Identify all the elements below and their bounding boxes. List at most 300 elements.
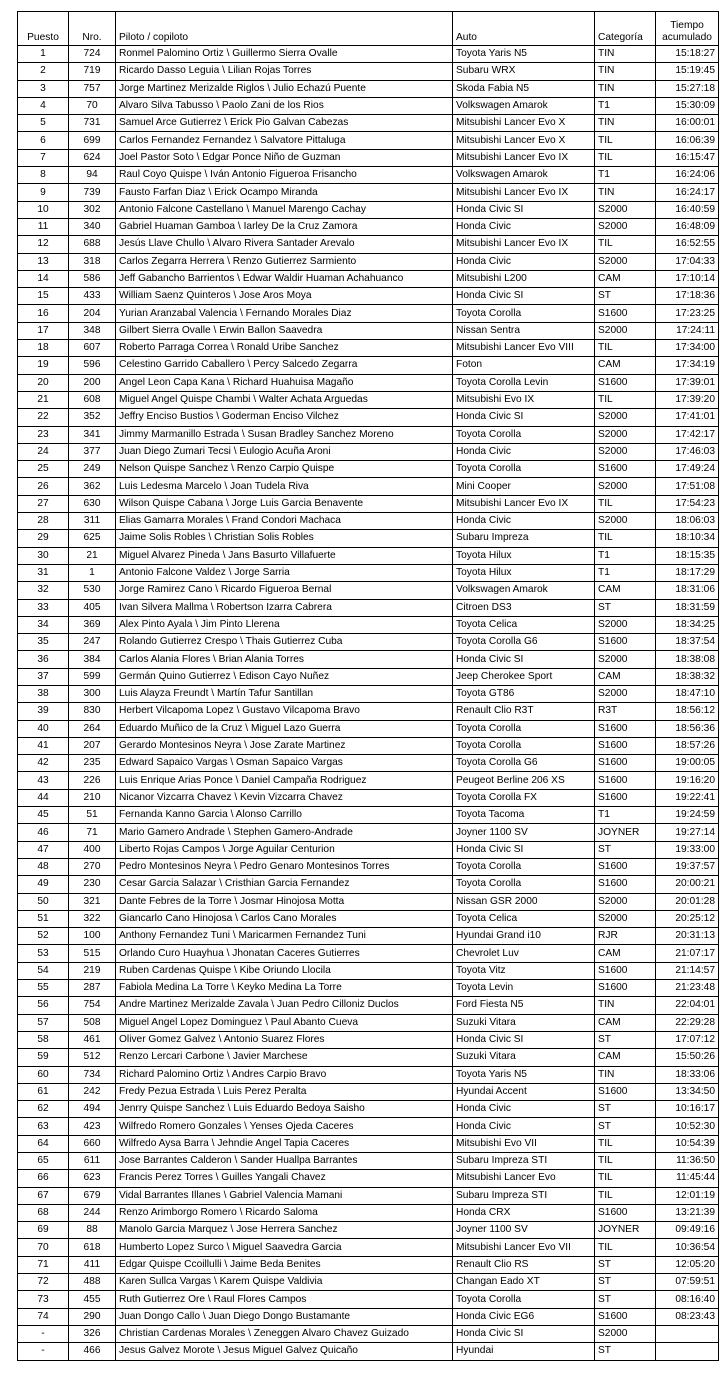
cell-auto: Subaru WRX (453, 63, 595, 80)
cell-puesto: 53 (18, 945, 69, 962)
cell-auto: Mitsubishi Lancer Evo X (453, 115, 595, 132)
cell-piloto-copiloto: Miguel Angel Quispe Chambi \ Walter Achata Arguedas (116, 391, 453, 408)
cell-nro: 249 (69, 461, 116, 478)
cell-nro: 494 (69, 1101, 116, 1118)
table-row (18, 167, 719, 184)
cell-nro: 226 (69, 772, 116, 789)
cell-categoria: S2000 (595, 478, 656, 495)
cell-auto: Suzuki Vitara (453, 1049, 595, 1066)
table-row (18, 1031, 719, 1048)
cell-puesto: 74 (18, 1308, 69, 1325)
cell-puesto: 37 (18, 668, 69, 685)
cell-nro: 699 (69, 132, 116, 149)
table-row (18, 426, 719, 443)
cell-auto: Honda Civic SI (453, 841, 595, 858)
cell-categoria: TIL (595, 340, 656, 357)
cell-nro: 688 (69, 236, 116, 253)
cell-auto: Toyota Corolla FX (453, 789, 595, 806)
cell-categoria: S1600 (595, 305, 656, 322)
cell-piloto-copiloto: Jenrry Quispe Sanchez \ Luis Eduardo Bedoya Saisho (116, 1101, 453, 1118)
cell-tiempo: 18:37:54 (656, 634, 719, 651)
cell-auto: Honda Civic (453, 218, 595, 235)
cell-categoria: TIL (595, 530, 656, 547)
cell-tiempo (656, 1343, 719, 1360)
cell-auto: Mitsubishi Lancer Evo (453, 1170, 595, 1187)
cell-auto: Honda Civic (453, 443, 595, 460)
cell-categoria: JOYNER (595, 1222, 656, 1239)
table-row (18, 253, 719, 270)
cell-tiempo: 20:31:13 (656, 928, 719, 945)
cell-nro: 508 (69, 1014, 116, 1031)
cell-categoria: CAM (595, 945, 656, 962)
cell-categoria: S1600 (595, 962, 656, 979)
cell-categoria: S2000 (595, 253, 656, 270)
table-row (18, 1239, 719, 1256)
table-row (18, 547, 719, 564)
cell-nro: 235 (69, 755, 116, 772)
cell-auto: Renault Clio RS (453, 1256, 595, 1273)
cell-nro: 21 (69, 547, 116, 564)
cell-puesto: 36 (18, 651, 69, 668)
table-row (18, 530, 719, 547)
cell-puesto: 48 (18, 858, 69, 875)
cell-auto: Toyota Vitz (453, 962, 595, 979)
cell-categoria: S2000 (595, 616, 656, 633)
cell-piloto-copiloto: Jimmy Marmanillo Estrada \ Susan Bradley Sanchez Moreno (116, 426, 453, 443)
cell-piloto-copiloto: William Saenz Quinteros \ Jose Aros Moya (116, 288, 453, 305)
cell-categoria: R3T (595, 703, 656, 720)
cell-tiempo: 15:18:27 (656, 46, 719, 63)
cell-categoria: S1600 (595, 720, 656, 737)
cell-nro: 318 (69, 253, 116, 270)
cell-tiempo: 18:38:08 (656, 651, 719, 668)
cell-auto: Mitsubishi L200 (453, 270, 595, 287)
cell-piloto-copiloto: Gerardo Montesinos Neyra \ Jose Zarate Martinez (116, 737, 453, 754)
cell-auto: Mitsubishi Lancer Evo VIII (453, 340, 595, 357)
table-row (18, 132, 719, 149)
cell-tiempo: 17:10:14 (656, 270, 719, 287)
cell-puesto: 51 (18, 910, 69, 927)
cell-nro: 321 (69, 893, 116, 910)
table-row (18, 599, 719, 616)
cell-piloto-copiloto: Raul Coyo Quispe \ Iván Antonio Figueroa Frisancho (116, 167, 453, 184)
cell-piloto-copiloto: Jesus Galvez Morote \ Jesus Miguel Galvez Quicaño (116, 1343, 453, 1360)
cell-categoria: S1600 (595, 789, 656, 806)
table-body (18, 46, 719, 1361)
cell-nro: 100 (69, 928, 116, 945)
cell-puesto: 41 (18, 737, 69, 754)
cell-categoria: S1600 (595, 1083, 656, 1100)
cell-puesto: 59 (18, 1049, 69, 1066)
cell-piloto-copiloto: Ivan Silvera Mallma \ Robertson Izarra Cabrera (116, 599, 453, 616)
cell-tiempo: 17:34:00 (656, 340, 719, 357)
table-row (18, 980, 719, 997)
cell-categoria: CAM (595, 357, 656, 374)
cell-tiempo: 17:18:36 (656, 288, 719, 305)
cell-categoria: CAM (595, 1049, 656, 1066)
table-row (18, 1170, 719, 1187)
cell-auto: Subaru Impreza STI (453, 1187, 595, 1204)
cell-tiempo: 15:30:09 (656, 97, 719, 114)
cell-auto: Toyota GT86 (453, 685, 595, 702)
cell-piloto-copiloto: Giancarlo Cano Hinojosa \ Carlos Cano Morales (116, 910, 453, 927)
cell-auto: Honda CRX (453, 1204, 595, 1221)
cell-tiempo: 17:39:01 (656, 374, 719, 391)
cell-tiempo: 18:15:35 (656, 547, 719, 564)
cell-nro: 660 (69, 1135, 116, 1152)
cell-piloto-copiloto: Roberto Parraga Correa \ Ronald Uribe Sanchez (116, 340, 453, 357)
table-row (18, 824, 719, 841)
cell-puesto: 54 (18, 962, 69, 979)
cell-piloto-copiloto: Ruben Cardenas Quispe \ Kibe Oriundo Llocila (116, 962, 453, 979)
cell-tiempo: 18:17:29 (656, 564, 719, 581)
table-row (18, 1291, 719, 1308)
cell-auto: Toyota Corolla (453, 737, 595, 754)
table-row (18, 46, 719, 63)
cell-nro: 264 (69, 720, 116, 737)
cell-categoria: TIN (595, 80, 656, 97)
cell-nro: 754 (69, 997, 116, 1014)
cell-nro: 230 (69, 876, 116, 893)
cell-tiempo: 16:15:47 (656, 149, 719, 166)
cell-nro: 586 (69, 270, 116, 287)
table-row (18, 1049, 719, 1066)
cell-tiempo: 17:34:19 (656, 357, 719, 374)
cell-nro: 618 (69, 1239, 116, 1256)
cell-nro: 608 (69, 391, 116, 408)
table-row (18, 288, 719, 305)
cell-auto: Honda Civic (453, 253, 595, 270)
cell-piloto-copiloto: Edward Sapaico Vargas \ Osman Sapaico Vargas (116, 755, 453, 772)
cell-tiempo: 16:52:55 (656, 236, 719, 253)
cell-tiempo: 18:34:25 (656, 616, 719, 633)
cell-categoria: ST (595, 1101, 656, 1118)
cell-puesto: 57 (18, 1014, 69, 1031)
cell-auto: Toyota Tacoma (453, 807, 595, 824)
table-row (18, 668, 719, 685)
cell-auto: Toyota Corolla (453, 426, 595, 443)
cell-puesto: 25 (18, 461, 69, 478)
cell-auto: Toyota Levin (453, 980, 595, 997)
cell-puesto: 23 (18, 426, 69, 443)
cell-auto: Foton (453, 357, 595, 374)
cell-tiempo: 19:37:57 (656, 858, 719, 875)
table-row (18, 461, 719, 478)
cell-categoria: RJR (595, 928, 656, 945)
cell-categoria: TIL (595, 236, 656, 253)
table-row (18, 357, 719, 374)
table-row (18, 340, 719, 357)
cell-auto: Mitsubishi Evo IX (453, 391, 595, 408)
cell-categoria: S2000 (595, 218, 656, 235)
table-row (18, 962, 719, 979)
cell-piloto-copiloto: Wilfredo Romero Gonzales \ Yenses Ojeda Caceres (116, 1118, 453, 1135)
cell-piloto-copiloto: Fredy Pezua Estrada \ Luis Perez Peralta (116, 1083, 453, 1100)
cell-puesto: 7 (18, 149, 69, 166)
header-auto: Auto (453, 12, 595, 46)
cell-piloto-copiloto: Antonio Falcone Valdez \ Jorge Sarria (116, 564, 453, 581)
cell-piloto-copiloto: Cesar Garcia Salazar \ Cristhian Garcia Fernandez (116, 876, 453, 893)
cell-puesto: 43 (18, 772, 69, 789)
cell-tiempo: 22:29:28 (656, 1014, 719, 1031)
cell-puesto: 71 (18, 1256, 69, 1273)
table-row (18, 1222, 719, 1239)
cell-categoria: T1 (595, 97, 656, 114)
cell-puesto: 61 (18, 1083, 69, 1100)
table-row (18, 1204, 719, 1221)
cell-nro: 70 (69, 97, 116, 114)
cell-auto: Honda Civic (453, 513, 595, 530)
cell-puesto: 30 (18, 547, 69, 564)
cell-categoria: S2000 (595, 443, 656, 460)
cell-nro: 423 (69, 1118, 116, 1135)
cell-puesto: 15 (18, 288, 69, 305)
cell-puesto: 45 (18, 807, 69, 824)
cell-categoria: ST (595, 599, 656, 616)
table-row (18, 374, 719, 391)
cell-puesto: 8 (18, 167, 69, 184)
table-row (18, 772, 719, 789)
cell-categoria: S2000 (595, 322, 656, 339)
cell-tiempo: 19:16:20 (656, 772, 719, 789)
cell-tiempo: 12:05:20 (656, 1256, 719, 1273)
cell-tiempo: 21:23:48 (656, 980, 719, 997)
cell-puesto: 16 (18, 305, 69, 322)
cell-categoria: T1 (595, 547, 656, 564)
cell-tiempo: 20:00:21 (656, 876, 719, 893)
cell-nro: 599 (69, 668, 116, 685)
cell-puesto: 50 (18, 893, 69, 910)
cell-auto: Toyota Yaris N5 (453, 46, 595, 63)
cell-tiempo: 18:33:06 (656, 1066, 719, 1083)
cell-categoria: S1600 (595, 737, 656, 754)
cell-nro: 340 (69, 218, 116, 235)
cell-nro: 287 (69, 980, 116, 997)
cell-categoria: ST (595, 1031, 656, 1048)
cell-puesto: 52 (18, 928, 69, 945)
cell-auto: Honda Civic EG6 (453, 1308, 595, 1325)
cell-categoria: ST (595, 1291, 656, 1308)
table-row (18, 858, 719, 875)
cell-categoria: TIN (595, 1066, 656, 1083)
cell-piloto-copiloto: Carlos Fernandez Fernandez \ Salvatore Pittaluga (116, 132, 453, 149)
table-row (18, 997, 719, 1014)
cell-puesto: 42 (18, 755, 69, 772)
cell-puesto: 47 (18, 841, 69, 858)
table-row (18, 1118, 719, 1135)
cell-tiempo: 18:57:26 (656, 737, 719, 754)
cell-tiempo: 11:45:44 (656, 1170, 719, 1187)
cell-categoria: TIL (595, 1239, 656, 1256)
cell-categoria: S1600 (595, 1308, 656, 1325)
cell-puesto: 28 (18, 513, 69, 530)
cell-categoria: S2000 (595, 409, 656, 426)
cell-tiempo: 17:24:11 (656, 322, 719, 339)
cell-auto: Toyota Celica (453, 616, 595, 633)
cell-piloto-copiloto: Carlos Zegarra Herrera \ Renzo Gutierrez Sarmiento (116, 253, 453, 270)
cell-categoria: TIL (595, 149, 656, 166)
cell-nro: 242 (69, 1083, 116, 1100)
cell-tiempo: 17:46:03 (656, 443, 719, 460)
cell-auto: Honda Civic SI (453, 1325, 595, 1342)
cell-puesto: 72 (18, 1274, 69, 1291)
header-nro: Nro. (69, 12, 116, 46)
cell-auto: Honda Civic (453, 1101, 595, 1118)
cell-categoria: TIL (595, 391, 656, 408)
cell-tiempo: 16:24:17 (656, 184, 719, 201)
cell-tiempo: 18:47:10 (656, 685, 719, 702)
cell-categoria: S2000 (595, 910, 656, 927)
cell-piloto-copiloto: Juan Diego Zumari Tecsi \ Eulogio Acuña Aroni (116, 443, 453, 460)
cell-nro: 607 (69, 340, 116, 357)
cell-categoria: S1600 (595, 461, 656, 478)
cell-nro: 51 (69, 807, 116, 824)
cell-piloto-copiloto: Jose Barrantes Calderon \ Sander Huallpa Barrantes (116, 1153, 453, 1170)
cell-tiempo: 17:51:08 (656, 478, 719, 495)
cell-tiempo: 18:10:34 (656, 530, 719, 547)
table-row (18, 807, 719, 824)
cell-piloto-copiloto: Celestino Garrido Caballero \ Percy Salcedo Zegarra (116, 357, 453, 374)
cell-auto: Honda Civic SI (453, 409, 595, 426)
cell-nro: 739 (69, 184, 116, 201)
cell-puesto: 20 (18, 374, 69, 391)
cell-auto: Subaru Impreza (453, 530, 595, 547)
cell-piloto-copiloto: Wilfredo Aysa Barra \ Jehndie Angel Tapia Caceres (116, 1135, 453, 1152)
cell-tiempo: 18:56:36 (656, 720, 719, 737)
cell-tiempo: 21:07:17 (656, 945, 719, 962)
cell-tiempo: 11:36:50 (656, 1153, 719, 1170)
table-row (18, 115, 719, 132)
cell-tiempo: 07:59:51 (656, 1274, 719, 1291)
cell-auto: Joyner 1100 SV (453, 824, 595, 841)
cell-nro: 1 (69, 564, 116, 581)
results-table (17, 11, 719, 1361)
cell-auto: Skoda Fabia N5 (453, 80, 595, 97)
cell-nro: 88 (69, 1222, 116, 1239)
cell-nro: 302 (69, 201, 116, 218)
cell-piloto-copiloto: Miguel Alvarez Pineda \ Jans Basurto Villafuerte (116, 547, 453, 564)
cell-categoria: S2000 (595, 651, 656, 668)
cell-piloto-copiloto: Yurian Aranzabal Valencia \ Fernando Morales Diaz (116, 305, 453, 322)
cell-auto: Honda Civic SI (453, 1031, 595, 1048)
cell-tiempo: 17:23:25 (656, 305, 719, 322)
cell-piloto-copiloto: Fernanda Kanno Garcia \ Alonso Carrillo (116, 807, 453, 824)
cell-nro: 757 (69, 80, 116, 97)
cell-puesto: 2 (18, 63, 69, 80)
cell-nro: 611 (69, 1153, 116, 1170)
cell-puesto: 22 (18, 409, 69, 426)
cell-piloto-copiloto: Alvaro Silva Tabusso \ Paolo Zani de los Rios (116, 97, 453, 114)
table-row (18, 720, 719, 737)
cell-puesto: - (18, 1325, 69, 1342)
cell-puesto: 40 (18, 720, 69, 737)
cell-puesto: 35 (18, 634, 69, 651)
cell-auto: Hyundai Accent (453, 1083, 595, 1100)
cell-nro: 530 (69, 582, 116, 599)
cell-tiempo: 22:04:01 (656, 997, 719, 1014)
cell-auto: Toyota Celica (453, 910, 595, 927)
cell-auto: Volkswagen Amarok (453, 97, 595, 114)
cell-nro: 352 (69, 409, 116, 426)
cell-puesto: 32 (18, 582, 69, 599)
cell-auto: Joyner 1100 SV (453, 1222, 595, 1239)
cell-auto: Changan Eado XT (453, 1274, 595, 1291)
cell-piloto-copiloto: Manolo Garcia Marquez \ Jose Herrera Sanchez (116, 1222, 453, 1239)
cell-categoria: ST (595, 288, 656, 305)
cell-piloto-copiloto: Elias Gamarra Morales \ Frand Condori Machaca (116, 513, 453, 530)
cell-tiempo: 16:06:39 (656, 132, 719, 149)
cell-nro: 466 (69, 1343, 116, 1360)
cell-nro: 369 (69, 616, 116, 633)
table-row (18, 495, 719, 512)
cell-piloto-copiloto: Orlando Curo Huayhua \ Jhonatan Caceres Gutierres (116, 945, 453, 962)
cell-tiempo: 18:31:59 (656, 599, 719, 616)
cell-nro: 300 (69, 685, 116, 702)
cell-tiempo: 10:16:17 (656, 1101, 719, 1118)
cell-nro: 455 (69, 1291, 116, 1308)
cell-piloto-copiloto: Carlos Alania Flores \ Brian Alania Torres (116, 651, 453, 668)
cell-tiempo: 17:39:20 (656, 391, 719, 408)
cell-piloto-copiloto: Ricardo Dasso Leguia \ Lilian Rojas Torres (116, 63, 453, 80)
cell-auto: Mitsubishi Lancer Evo IX (453, 495, 595, 512)
cell-auto: Renault Clio R3T (453, 703, 595, 720)
cell-auto: Hyundai (453, 1343, 595, 1360)
cell-piloto-copiloto: Anthony Fernandez Tuni \ Maricarmen Fernandez Tuni (116, 928, 453, 945)
cell-puesto: 19 (18, 357, 69, 374)
cell-puesto: 17 (18, 322, 69, 339)
table-row (18, 1153, 719, 1170)
table-row (18, 201, 719, 218)
cell-auto: Toyota Yaris N5 (453, 1066, 595, 1083)
cell-nro: 630 (69, 495, 116, 512)
cell-piloto-copiloto: Richard Palomino Ortiz \ Andres Carpio Bravo (116, 1066, 453, 1083)
cell-puesto: 56 (18, 997, 69, 1014)
cell-categoria: ST (595, 841, 656, 858)
table-row (18, 409, 719, 426)
cell-tiempo: 16:40:59 (656, 201, 719, 218)
table-row (18, 97, 719, 114)
cell-piloto-copiloto: Andre Martinez Merizalde Zavala \ Juan Pedro Cilloniz Duclos (116, 997, 453, 1014)
cell-categoria: S1600 (595, 634, 656, 651)
cell-auto: Mitsubishi Evo VII (453, 1135, 595, 1152)
cell-categoria: S2000 (595, 513, 656, 530)
cell-tiempo: 18:31:06 (656, 582, 719, 599)
cell-categoria: S2000 (595, 201, 656, 218)
cell-nro: 512 (69, 1049, 116, 1066)
cell-auto: Toyota Corolla (453, 305, 595, 322)
cell-categoria: T1 (595, 564, 656, 581)
cell-nro: 290 (69, 1308, 116, 1325)
table-row (18, 928, 719, 945)
table-row (18, 789, 719, 806)
cell-categoria: TIN (595, 63, 656, 80)
cell-piloto-copiloto: Dante Febres de la Torre \ Josmar Hinojosa Motta (116, 893, 453, 910)
cell-nro: 377 (69, 443, 116, 460)
cell-categoria: S2000 (595, 1325, 656, 1342)
cell-tiempo: 17:49:24 (656, 461, 719, 478)
table-header (18, 12, 719, 46)
cell-nro: 830 (69, 703, 116, 720)
cell-puesto: 5 (18, 115, 69, 132)
cell-puesto: 18 (18, 340, 69, 357)
cell-piloto-copiloto: Renzo Lercari Carbone \ Javier Marchese (116, 1049, 453, 1066)
cell-tiempo: 09:49:16 (656, 1222, 719, 1239)
cell-auto: Toyota Hilux (453, 547, 595, 564)
table-row (18, 1256, 719, 1273)
cell-nro: 322 (69, 910, 116, 927)
table-row (18, 876, 719, 893)
cell-categoria: TIN (595, 46, 656, 63)
